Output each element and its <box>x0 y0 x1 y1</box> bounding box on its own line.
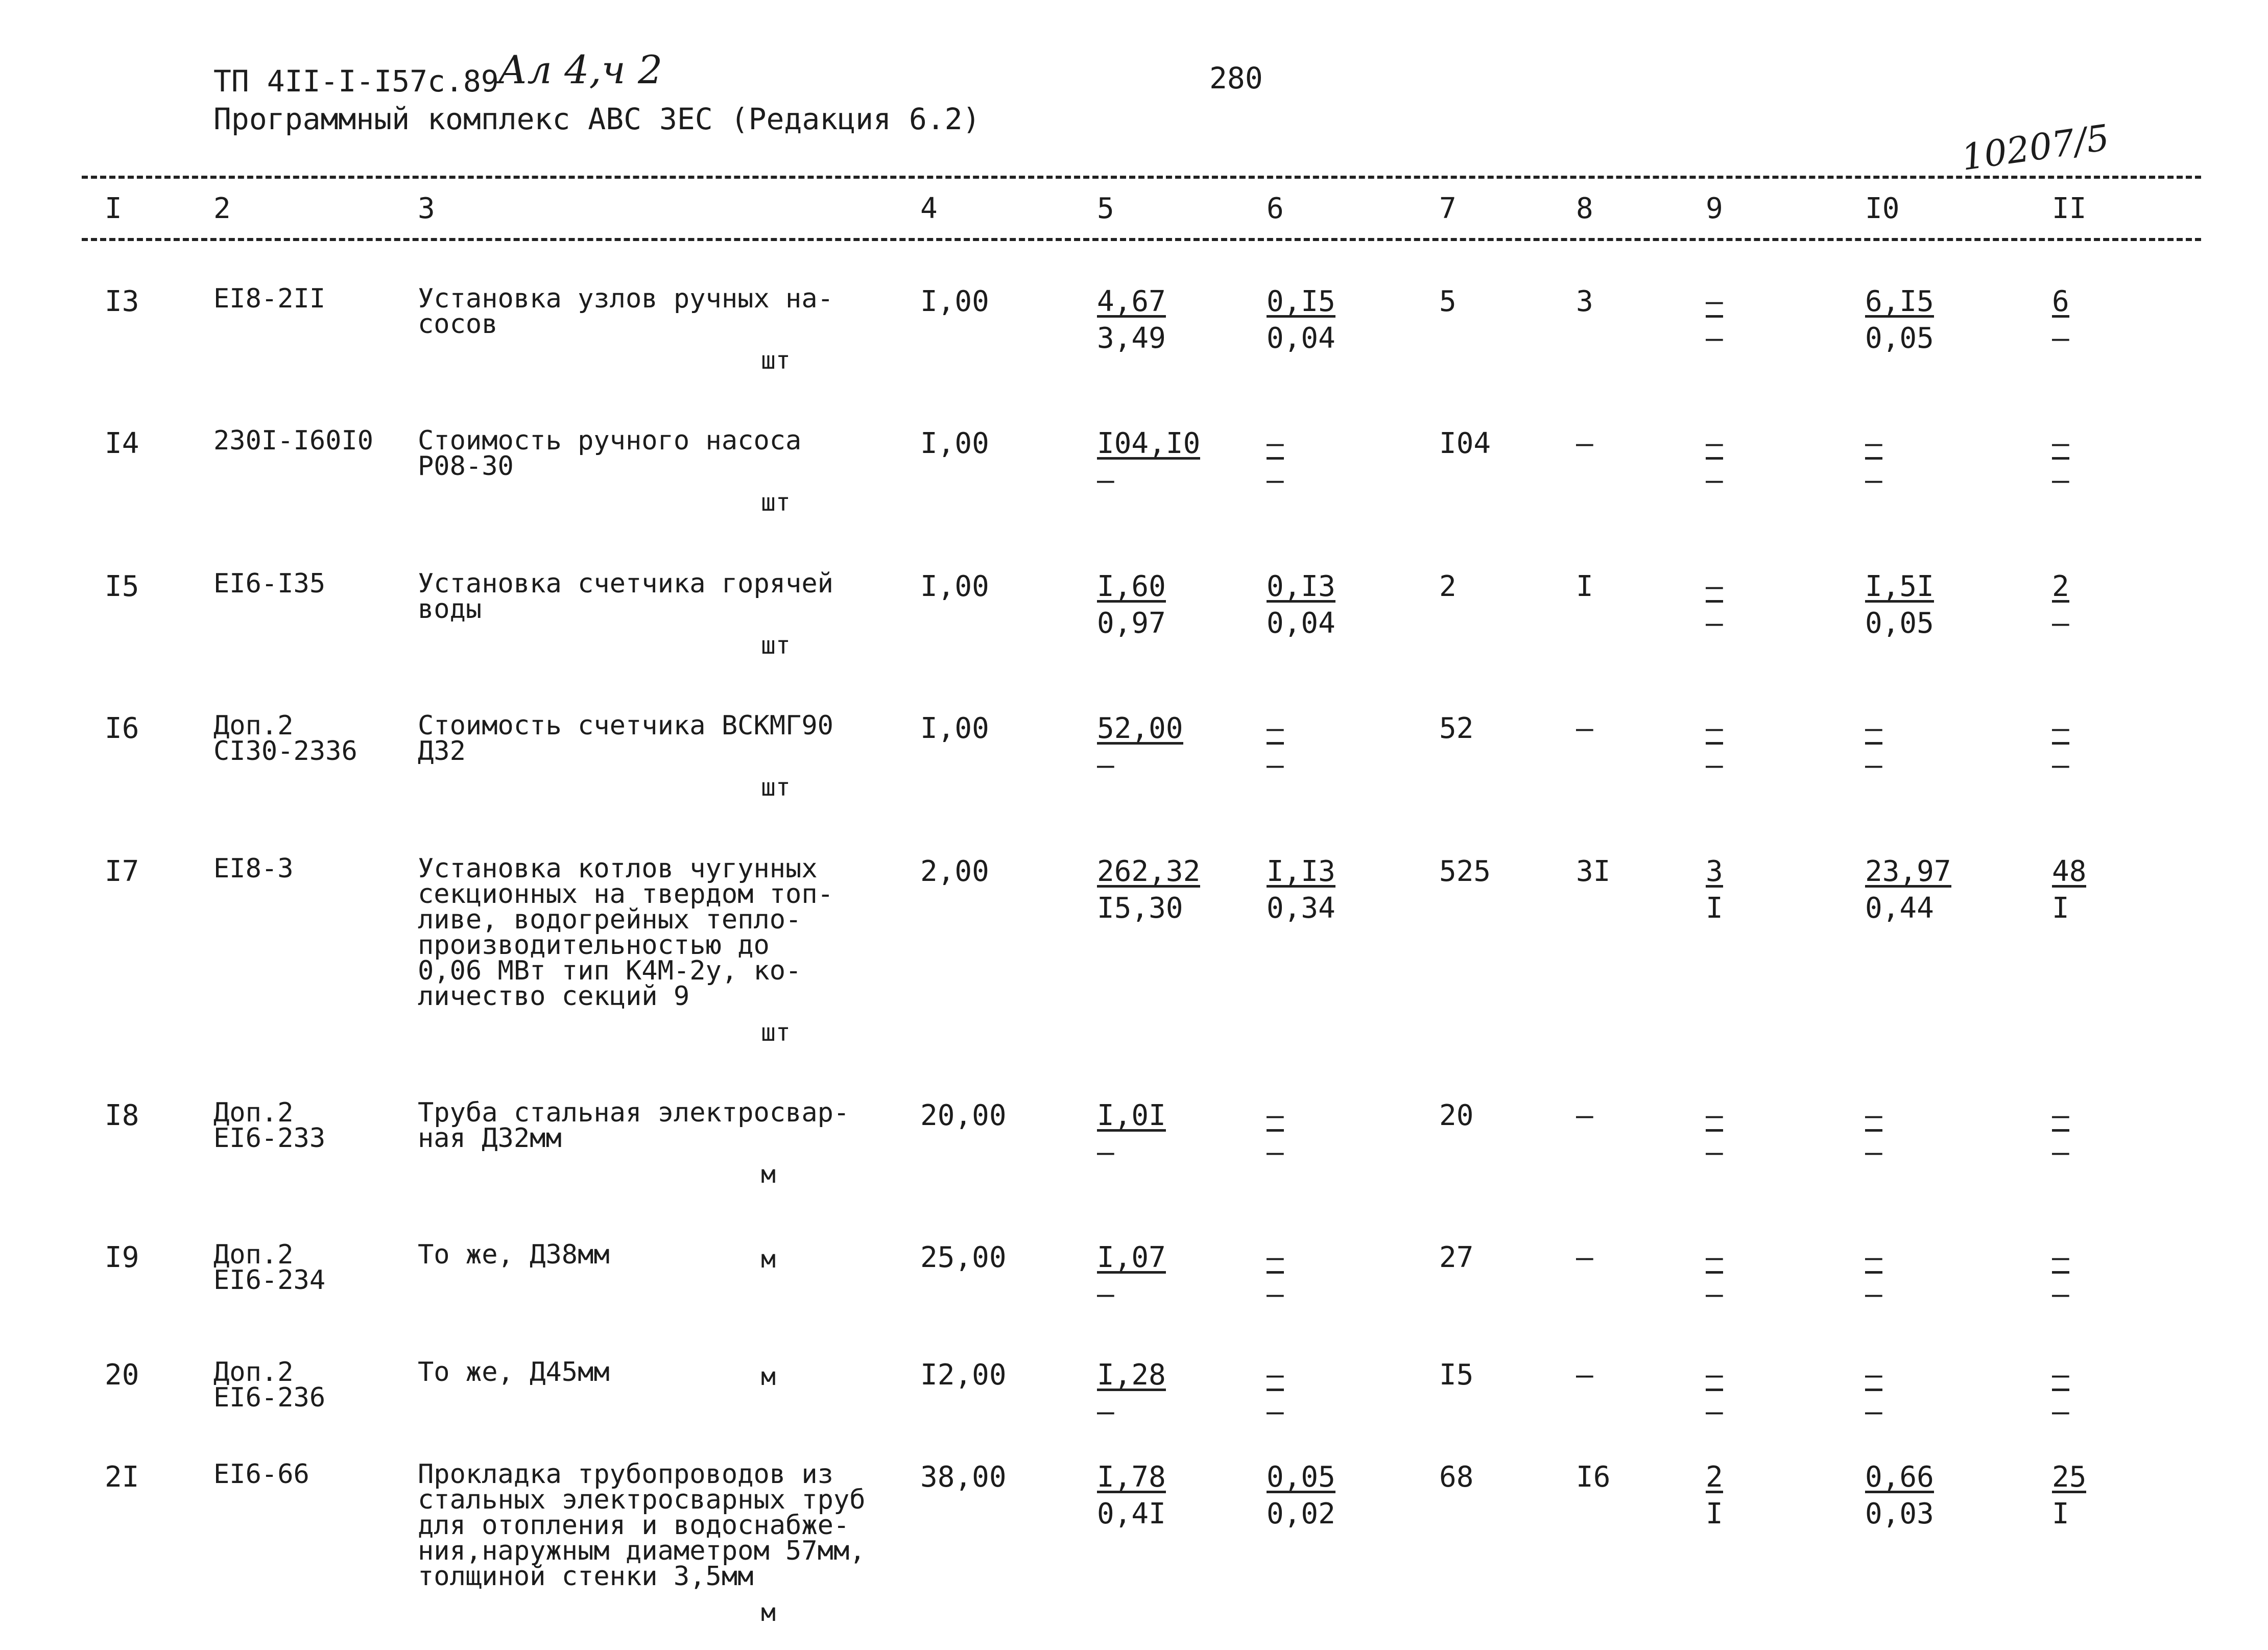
fraction-top <box>1706 286 1723 318</box>
header-rule-top <box>82 176 2201 179</box>
fraction-bottom: – <box>1097 1395 1114 1428</box>
quantity: 25,00 <box>920 1241 1007 1274</box>
fraction-top <box>1097 1242 1166 1274</box>
fraction-bottom: – <box>1865 1136 1882 1169</box>
unit-of-measure: шт <box>761 346 791 375</box>
column-header: II <box>2052 192 2087 225</box>
fraction-top <box>1267 428 1284 460</box>
fraction-numerator: 25 <box>2052 1461 2087 1494</box>
unit-of-measure: м <box>761 1160 776 1189</box>
column-8-value: – <box>1576 1358 1593 1392</box>
fraction-numerator: I,28 <box>1097 1358 1166 1392</box>
fraction-top <box>1865 428 1882 460</box>
fraction-bottom: – <box>1865 1278 1882 1311</box>
fraction-numerator: – <box>1865 712 1882 745</box>
fraction-numerator: – <box>1706 570 1723 603</box>
fraction-top <box>1267 1462 1335 1493</box>
fraction-numerator: – <box>2052 1099 2069 1132</box>
fraction-top <box>2052 713 2069 745</box>
fraction-bottom: 0,04 <box>1267 322 1335 355</box>
fraction-numerator: – <box>2052 1358 2069 1392</box>
fraction-numerator: – <box>1865 1358 1882 1392</box>
item-code: Доп.2 EI6-236 <box>213 1357 326 1413</box>
fraction-bottom: 0,05 <box>1865 322 1934 355</box>
fraction-bottom: – <box>2052 322 2069 355</box>
fraction-top <box>1097 1462 1166 1493</box>
fraction-bottom: – <box>1706 1136 1723 1169</box>
fraction-numerator: 2 <box>1706 1461 1723 1494</box>
fraction-top <box>1267 1242 1284 1274</box>
fraction-numerator: 4,67 <box>1097 285 1166 318</box>
column-7-value: 68 <box>1439 1461 1474 1494</box>
quantity: 20,00 <box>920 1099 1007 1132</box>
fraction-top <box>1097 1100 1166 1132</box>
row-number: I6 <box>105 712 139 745</box>
fraction-top <box>1865 1359 1882 1391</box>
fraction-bottom: – <box>1706 749 1723 782</box>
fraction-bottom: – <box>1865 1395 1882 1428</box>
row-number: I7 <box>105 855 139 888</box>
fraction-bottom: – <box>1097 1278 1114 1311</box>
fraction-numerator: I04,I0 <box>1097 427 1201 460</box>
column-8-value: I <box>1576 570 1593 603</box>
row-number: I4 <box>105 427 139 460</box>
fraction-top <box>1865 713 1882 745</box>
quantity: I,00 <box>920 570 989 603</box>
fraction-numerator: I,I3 <box>1267 855 1335 888</box>
fraction-bottom: 0,4I <box>1097 1497 1166 1531</box>
quantity: I,00 <box>920 712 989 745</box>
fraction-bottom: I <box>1706 1497 1723 1531</box>
fraction-top <box>2052 571 2069 603</box>
item-description: То же, Д45мм <box>418 1357 610 1388</box>
item-code: Доп.2 CI30-2336 <box>213 710 357 767</box>
fraction-numerator: – <box>1706 1358 1723 1392</box>
quantity: 38,00 <box>920 1461 1007 1494</box>
fraction-numerator: – <box>1267 427 1284 460</box>
fraction-top <box>1097 1359 1166 1391</box>
fraction-bottom: I <box>2052 892 2069 925</box>
fraction-numerator: – <box>1267 712 1284 745</box>
fraction-bottom: – <box>2052 1278 2069 1311</box>
fraction-bottom: 0,02 <box>1267 1497 1335 1531</box>
column-header: I0 <box>1865 192 1900 225</box>
header-rule-bottom <box>82 238 2201 241</box>
fraction-bottom: – <box>1097 464 1114 497</box>
fraction-bottom: – <box>2052 607 2069 640</box>
fraction-top <box>1706 1359 1723 1391</box>
item-description: Труба стальная электросвар- ная Д32мм <box>418 1097 850 1154</box>
fraction-bottom: 0,97 <box>1097 607 1166 640</box>
fraction-numerator: – <box>2052 427 2069 460</box>
item-code: EI6-66 <box>213 1459 309 1490</box>
item-code: Доп.2 EI6-234 <box>213 1239 326 1296</box>
fraction-bottom: – <box>1706 607 1723 640</box>
fraction-numerator: 0,05 <box>1267 1461 1335 1494</box>
column-7-value: 2 <box>1439 570 1457 603</box>
column-7-value: I5 <box>1439 1358 1474 1392</box>
unit-of-measure: шт <box>761 773 791 802</box>
fraction-top <box>1865 1100 1882 1132</box>
fraction-bottom: – <box>2052 1395 2069 1428</box>
fraction-numerator: – <box>2052 712 2069 745</box>
unit-of-measure: м <box>761 1245 776 1274</box>
fraction-bottom: 3,49 <box>1097 322 1166 355</box>
column-7-value: 27 <box>1439 1241 1474 1274</box>
item-code: 230I-I60I0 <box>213 425 374 456</box>
doc-subtitle: Программный комплекс АВС ЗЕС (Редакция 6.2) <box>213 102 981 136</box>
column-7-value: I04 <box>1439 427 1491 460</box>
fraction-top <box>1267 1359 1284 1391</box>
column-8-value: – <box>1576 712 1593 745</box>
item-description: Установка котлов чугунных секционных на твердом топ- ливе, водогрейных тепло- производительностью до 0,06 МВт тип К4М-2у, ко- личество секций 9 <box>418 853 833 1012</box>
fraction-numerator: – <box>1865 1099 1882 1132</box>
fraction-numerator: I,60 <box>1097 570 1166 603</box>
quantity: I2,00 <box>920 1358 1007 1392</box>
fraction-bottom: – <box>1706 464 1723 497</box>
fraction-numerator: – <box>1267 1241 1284 1274</box>
fraction-top <box>1706 1462 1723 1493</box>
column-8-value: – <box>1576 427 1593 460</box>
item-description: Стоимость счетчика ВСКМГ90 Д32 <box>418 710 833 767</box>
fraction-bottom: – <box>2052 464 2069 497</box>
unit-of-measure: шт <box>761 1018 791 1047</box>
item-code: Доп.2 EI6-233 <box>213 1097 326 1154</box>
fraction-top <box>2052 1242 2069 1274</box>
item-description: То же, Д38мм <box>418 1239 610 1270</box>
fraction-numerator: 0,I3 <box>1267 570 1335 603</box>
fraction-bottom: – <box>1267 1136 1284 1169</box>
column-8-value: 3 <box>1576 285 1593 318</box>
column-header: 7 <box>1439 192 1457 225</box>
fraction-top <box>1267 713 1284 745</box>
fraction-top <box>2052 286 2069 318</box>
column-7-value: 5 <box>1439 285 1457 318</box>
fraction-bottom: – <box>1267 464 1284 497</box>
handwritten-number: 10207/5 <box>1959 116 2112 179</box>
fraction-top <box>1267 1100 1284 1132</box>
fraction-top <box>1097 713 1183 745</box>
column-header: 9 <box>1706 192 1723 225</box>
fraction-bottom: – <box>1706 1395 1723 1428</box>
fraction-numerator: – <box>1865 1241 1882 1274</box>
unit-of-measure: шт <box>761 631 791 660</box>
fraction-top <box>1097 286 1166 318</box>
column-header: 8 <box>1576 192 1593 225</box>
fraction-bottom: – <box>1097 1136 1114 1169</box>
row-number: 20 <box>105 1358 139 1392</box>
row-number: I9 <box>105 1241 139 1274</box>
fraction-top <box>1865 1462 1934 1493</box>
item-description: Установка счетчика горячей воды <box>418 568 833 625</box>
fraction-top <box>2052 428 2069 460</box>
fraction-bottom: – <box>1706 1278 1723 1311</box>
row-number: 2I <box>105 1461 139 1494</box>
column-header: 2 <box>213 192 231 225</box>
fraction-bottom: 0,03 <box>1865 1497 1934 1531</box>
doc-code: ТП 4II-I-I57с.89 <box>213 64 499 99</box>
fraction-numerator: I,78 <box>1097 1461 1166 1494</box>
fraction-bottom: 0,04 <box>1267 607 1335 640</box>
fraction-numerator: – <box>1706 1099 1723 1132</box>
fraction-bottom: – <box>1267 1278 1284 1311</box>
fraction-numerator: I,5I <box>1865 570 1934 603</box>
fraction-numerator: 52,00 <box>1097 712 1183 745</box>
row-number: I5 <box>105 570 139 603</box>
fraction-top <box>1267 286 1335 318</box>
fraction-top <box>1097 571 1166 603</box>
quantity: I,00 <box>920 285 989 318</box>
fraction-numerator: – <box>1267 1358 1284 1392</box>
fraction-top <box>2052 1462 2086 1493</box>
fraction-numerator: 6,I5 <box>1865 285 1934 318</box>
column-header: 6 <box>1267 192 1284 225</box>
page-number: 280 <box>1209 61 1263 95</box>
column-header: 5 <box>1097 192 1114 225</box>
quantity: I,00 <box>920 427 989 460</box>
item-code: EI8-3 <box>213 853 294 884</box>
column-7-value: 525 <box>1439 855 1491 888</box>
item-description: Прокладка трубопроводов из стальных электросварных труб для отопления и водоснабже- ния,наружным диаметром 57мм, толщиной стенки 3,5мм <box>418 1459 866 1592</box>
fraction-top <box>2052 856 2086 888</box>
fraction-bottom: – <box>1865 749 1882 782</box>
column-header: 3 <box>418 192 435 225</box>
column-8-value: 3I <box>1576 855 1611 888</box>
fraction-numerator: – <box>2052 1241 2069 1274</box>
fraction-top <box>1865 856 1951 888</box>
fraction-top <box>1865 1242 1882 1274</box>
unit-of-measure: м <box>761 1362 776 1391</box>
fraction-numerator: – <box>1267 1099 1284 1132</box>
quantity: 2,00 <box>920 855 989 888</box>
fraction-numerator: 262,32 <box>1097 855 1201 888</box>
fraction-bottom: I <box>1706 892 1723 925</box>
item-description: Стоимость ручного насоса Р08-30 <box>418 425 802 482</box>
fraction-top <box>1865 286 1934 318</box>
item-code: EI6-I35 <box>213 568 326 599</box>
fraction-top <box>1706 856 1723 888</box>
fraction-bottom: 0,34 <box>1267 892 1335 925</box>
fraction-bottom: I <box>2052 1497 2069 1531</box>
column-7-value: 20 <box>1439 1099 1474 1132</box>
fraction-bottom: 0,44 <box>1865 892 1934 925</box>
fraction-numerator: 2 <box>2052 570 2069 603</box>
column-header: I <box>105 192 122 225</box>
fraction-top <box>1097 856 1200 888</box>
fraction-top <box>1706 428 1723 460</box>
fraction-bottom: 0,05 <box>1865 607 1934 640</box>
fraction-numerator: 0,I5 <box>1267 285 1335 318</box>
unit-of-measure: шт <box>761 488 791 517</box>
item-description: Установка узлов ручных на- сосов <box>418 283 833 340</box>
fraction-numerator: – <box>1706 285 1723 318</box>
column-8-value: – <box>1576 1241 1593 1274</box>
unit-of-measure: м <box>761 1598 776 1627</box>
fraction-top <box>1706 713 1723 745</box>
fraction-bottom: – <box>1267 1395 1284 1428</box>
fraction-bottom: – <box>1097 749 1114 782</box>
column-7-value: 52 <box>1439 712 1474 745</box>
column-8-value: – <box>1576 1099 1593 1132</box>
fraction-numerator: – <box>1706 712 1723 745</box>
fraction-top <box>1267 571 1335 603</box>
fraction-bottom: – <box>1267 749 1284 782</box>
fraction-numerator: I,07 <box>1097 1241 1166 1274</box>
fraction-numerator: – <box>1706 1241 1723 1274</box>
fraction-numerator: – <box>1706 427 1723 460</box>
fraction-numerator: – <box>1865 427 1882 460</box>
fraction-numerator: 6 <box>2052 285 2069 318</box>
column-8-value: I6 <box>1576 1461 1611 1494</box>
fraction-top <box>2052 1359 2069 1391</box>
fraction-top <box>1706 1100 1723 1132</box>
fraction-top <box>1706 1242 1723 1274</box>
item-code: EI8-2II <box>213 283 326 314</box>
fraction-numerator: I,0I <box>1097 1099 1166 1132</box>
fraction-top <box>1267 856 1335 888</box>
fraction-top <box>1865 571 1934 603</box>
row-number: I3 <box>105 285 139 318</box>
fraction-numerator: 3 <box>1706 855 1723 888</box>
column-header: 4 <box>920 192 938 225</box>
fraction-numerator: 48 <box>2052 855 2087 888</box>
row-number: I8 <box>105 1099 139 1132</box>
fraction-numerator: 23,97 <box>1865 855 1951 888</box>
fraction-bottom: – <box>1706 322 1723 355</box>
fraction-bottom: – <box>2052 749 2069 782</box>
fraction-bottom: – <box>2052 1136 2069 1169</box>
handwritten-note: Ал 4,ч 2 <box>498 47 663 92</box>
fraction-top <box>1097 428 1200 460</box>
fraction-bottom: – <box>1865 464 1882 497</box>
fraction-top <box>2052 1100 2069 1132</box>
fraction-numerator: 0,66 <box>1865 1461 1934 1494</box>
fraction-top <box>1706 571 1723 603</box>
fraction-bottom: I5,30 <box>1097 892 1183 925</box>
